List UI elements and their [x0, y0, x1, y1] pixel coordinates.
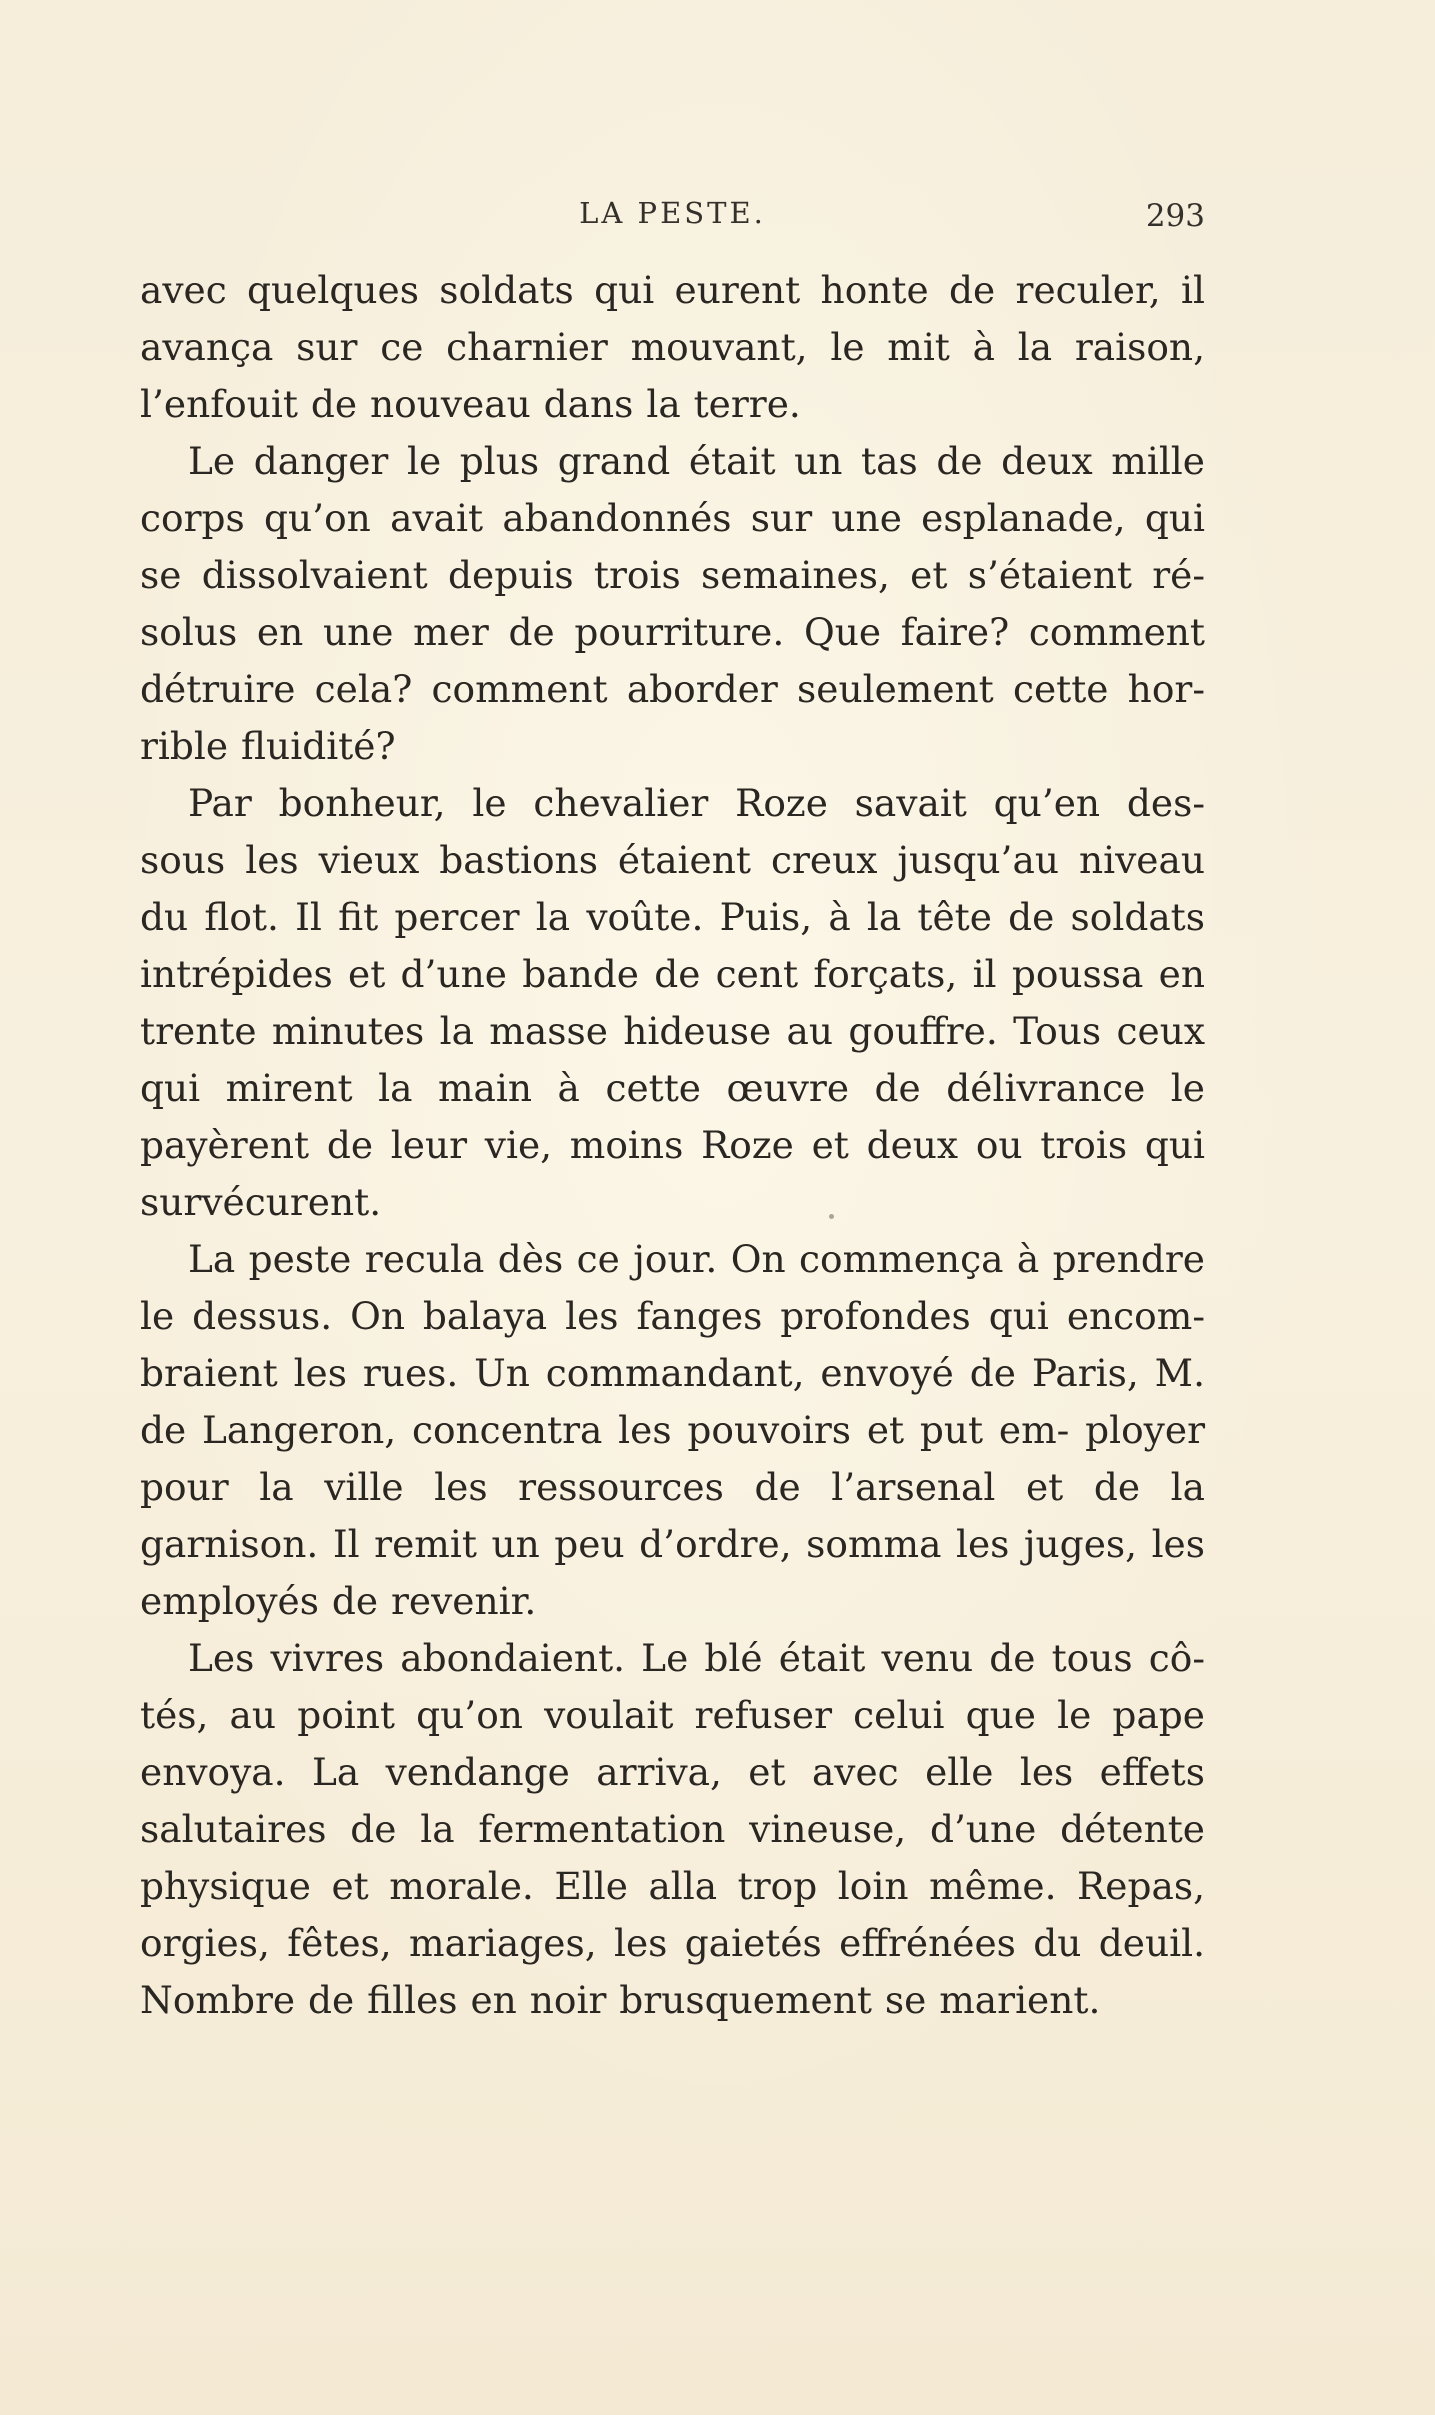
paragraph-4: La peste recula dès ce jour. On commença à prendre le dessus. On balaya les fanges profondes qui encom- braient les rues. Un commandant, envoyé de Paris, M. de Langeron, concentra les pouvoirs et put em- ployer pour la ville les ressources de l’arsenal et de la garnison. Il remit un peu d’ordre, somma les juges, les employés de revenir. [140, 1237, 1205, 1623]
running-title: LA PESTE. [579, 196, 766, 230]
paragraph-3: Par bonheur, le chevalier Roze savait qu’en des- sous les vieux bastions étaient creux jusqu’au niveau du flot. Il fit percer la voûte. Puis, à la tête de soldats intrépides et d’une bande de cent forçats, il poussa en trente minutes la masse hideuse au gouffre. Tous ceux qui mirent la main à cette œuvre de délivrance le payèrent de leur vie, moins Roze et deux ou trois qui survécurent. [140, 781, 1205, 1224]
paragraph-2: Le danger le plus grand était un tas de deux mille corps qu’on avait abandonnés sur une esplanade, qui se dissolvaient depuis trois semaines, et s’étaient ré- solus en une mer de pourriture. Que faire? comment détruire cela? comment aborder seulement cette hor- rible fluidité? [140, 439, 1205, 768]
paper-speck [829, 1214, 834, 1219]
page-number: 293 [1145, 198, 1205, 234]
paragraph-1: avec quelques soldats qui eurent honte de reculer, il avança sur ce charnier mouvant, le mit à la raison, l’enfouit de nouveau dans la terre. [140, 268, 1205, 426]
paragraph-5: Les vivres abondaient. Le blé était venu de tous cô- tés, au point qu’on voulait refuser celui que le pape envoya. La vendange arriva, et avec elle les effets salutaires de la fermentation vineuse, d’une détente physique et morale. Elle alla trop loin même. Repas, orgies, fêtes, mariages, les gaietés effrénées du deuil. Nombre de filles en noir brusquement se marient. [140, 1636, 1205, 2022]
body-text [140, 262, 1205, 2029]
page-header [140, 196, 1205, 244]
